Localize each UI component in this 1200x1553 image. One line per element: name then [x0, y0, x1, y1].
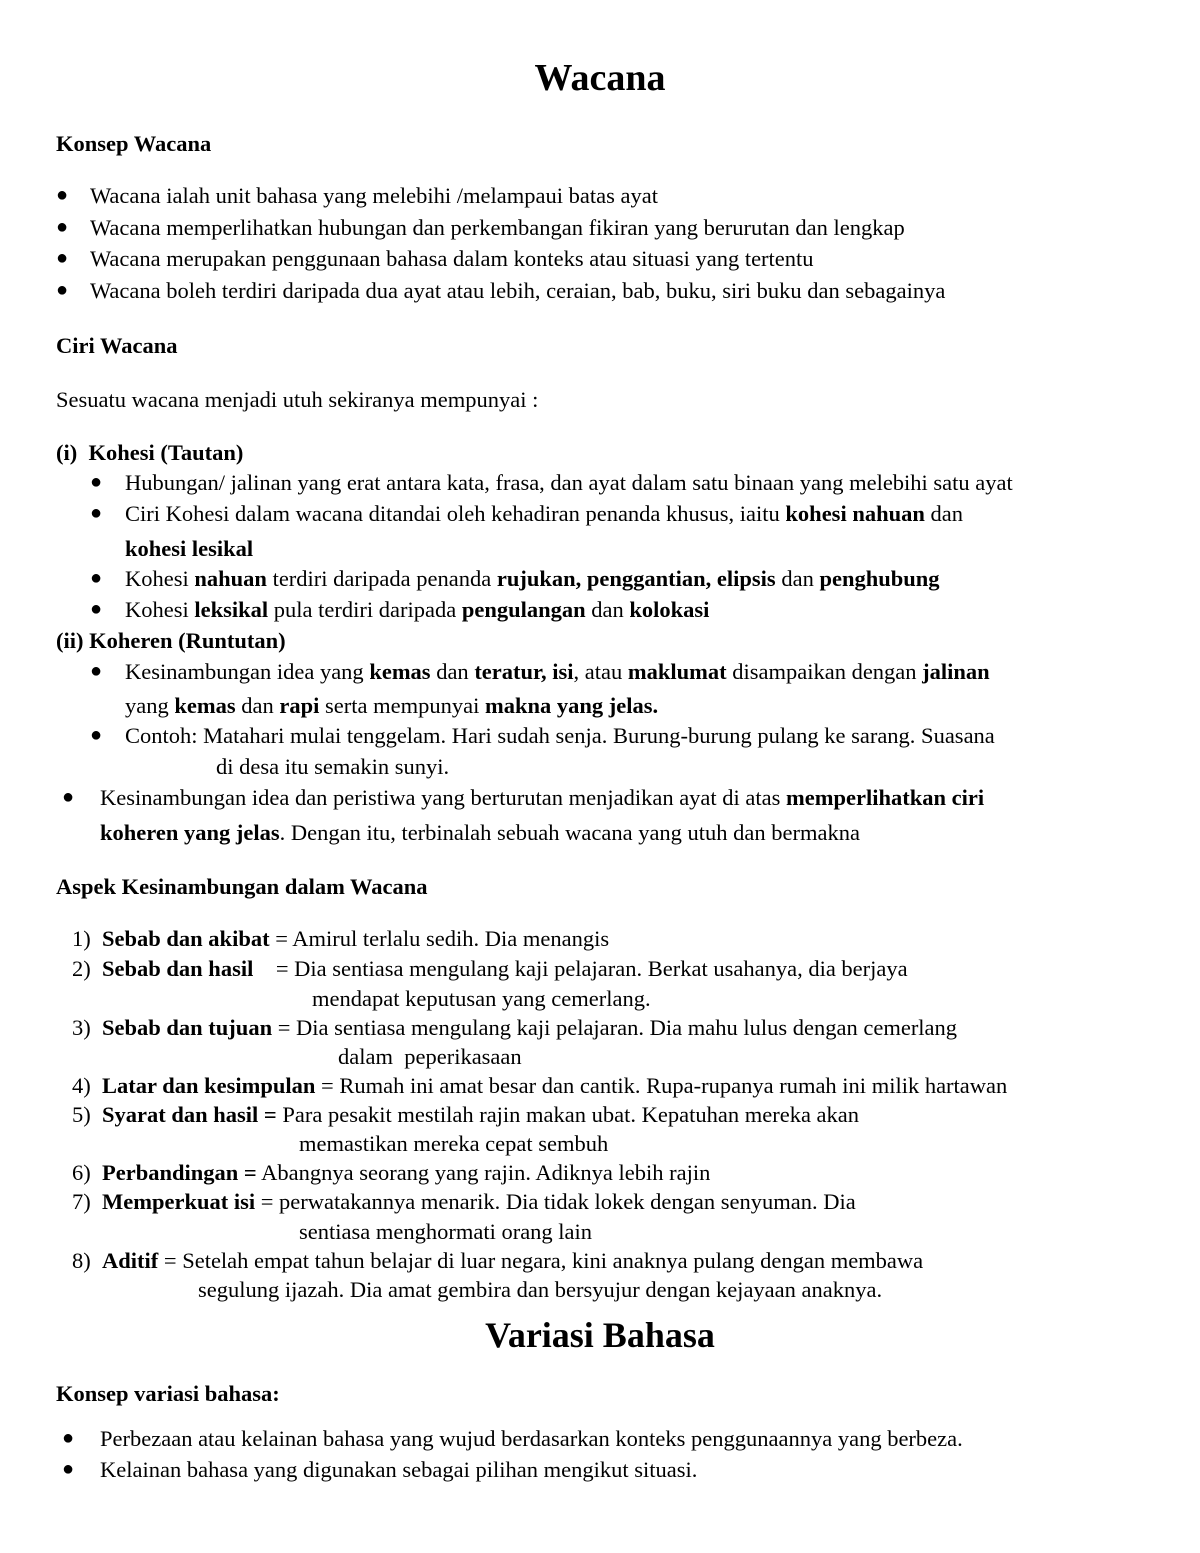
text-run: dan — [235, 693, 280, 718]
bold-term: Sebab dan tujuan — [102, 1015, 273, 1040]
bold-term: Latar dan kesimpulan — [102, 1073, 316, 1098]
text-run: = Dia sentiasa mengulang kaji pelajaran. Berkat usahanya, dia berjaya — [253, 956, 908, 981]
bold-term: Sebab dan akibat — [102, 926, 270, 951]
list-item: Wacana merupakan penggunaan bahasa dalam konteks atau situasi yang tertentu — [90, 246, 814, 271]
bullet-icon: ● — [56, 247, 69, 269]
bullet-icon: ● — [90, 567, 103, 589]
kohesi-item: Hubungan/ jalinan yang erat antara kata, frasa, dan ayat dalam satu binaan yang melebihi satu ayat — [125, 470, 1013, 495]
item-number: 4) — [72, 1073, 91, 1098]
list-item: Wacana boleh terdiri daripada dua ayat atau lebih, ceraian, bab, buku, siri buku dan sebagainya — [90, 278, 946, 303]
bold-term: makna yang jelas. — [484, 693, 659, 718]
bullet-icon: ● — [62, 786, 75, 808]
list-item: Kelainan bahasa yang digunakan sebagai pilihan mengikut situasi. — [100, 1457, 698, 1482]
item-number: 7) — [72, 1189, 91, 1214]
text-run: yang — [125, 693, 175, 718]
aspek-item — [72, 1012, 957, 1043]
bold-term: teratur, isi — [474, 659, 574, 684]
text-run: = Rumah ini amat besar dan cantik. Rupa-rupanya rumah ini milik hartawan — [315, 1073, 1008, 1098]
text-run: Kesinambungan idea yang — [125, 659, 370, 684]
text-run: = Setelah empat tahun belajar di luar negara, kini anaknya pulang dengan membawa — [158, 1248, 924, 1273]
title-wacana: Wacana — [534, 57, 666, 99]
text-run: dan — [430, 659, 475, 684]
heading-ciri-wacana: Ciri Wacana — [56, 333, 178, 358]
bullet-icon: ● — [90, 660, 103, 682]
bold-term: koheren yang jelas — [100, 820, 280, 845]
text-run: Kesinambungan idea dan peristiwa yang berturutan menjadikan ayat di atas — [100, 785, 787, 810]
bullet-icon: ● — [90, 724, 103, 746]
bold-term: maklumat — [627, 659, 727, 684]
kohesi-item — [125, 594, 709, 625]
subheading-title: Kohesi (Tautan) — [88, 440, 244, 465]
list-item: Wacana memperlihatkan hubungan dan perkembangan fikiran yang berurutan dan lengkap — [90, 215, 905, 240]
text-run: Para pesakit mestilah rajin makan ubat. Kepatuhan mereka akan — [276, 1102, 860, 1127]
title-variasi-bahasa: Variasi Bahasa — [485, 1315, 715, 1355]
koheren-conclusion-cont — [100, 817, 860, 848]
bullet-icon: ● — [90, 598, 103, 620]
aspek-item-cont: mendapat keputusan yang cemerlang. — [312, 986, 651, 1011]
text-run: serta mempunyai — [319, 693, 485, 718]
aspek-item — [72, 1099, 859, 1130]
heading-konsep-variasi: Konsep variasi bahasa: — [56, 1381, 280, 1406]
bold-term: Aditif — [102, 1248, 159, 1273]
text-run: dan — [775, 566, 820, 591]
item-number: 1) — [72, 926, 91, 951]
aspek-item-cont: sentiasa menghormati orang lain — [299, 1219, 593, 1244]
text-run: pula terdiri daripada — [268, 597, 462, 622]
bullet-icon: ● — [56, 279, 69, 301]
bold-term: leksikal — [194, 597, 269, 622]
text-run: , — [575, 566, 587, 591]
koheren-example: Contoh: Matahari mulai tenggelam. Hari sudah senja. Burung-burung pulang ke sarang. Suasana — [125, 723, 995, 748]
text-run: Abangnya seorang yang rajin. Adiknya lebih rajin — [256, 1160, 711, 1185]
kohesi-item-cont — [125, 533, 253, 564]
bullet-icon: ● — [56, 184, 69, 206]
koheren-example-cont: di desa itu semakin sunyi. — [216, 754, 450, 779]
item-number: 6) — [72, 1160, 91, 1185]
bold-term: penggantian — [586, 566, 706, 591]
text-run: = Amirul terlalu sedih. Dia menangis — [269, 926, 610, 951]
koheren-item — [125, 656, 990, 687]
item-number: 3) — [72, 1015, 91, 1040]
aspek-item — [72, 1157, 710, 1188]
aspek-item — [72, 1070, 1007, 1101]
bold-term: kolokasi — [629, 597, 710, 622]
bold-term: elipsis — [716, 566, 776, 591]
bold-term: jalinan — [922, 659, 990, 684]
bold-term: kemas — [174, 693, 236, 718]
bullet-icon: ● — [62, 1458, 75, 1480]
subheading-number: (i) — [56, 440, 78, 465]
text-run: , atau — [573, 659, 628, 684]
text-run: = perwatakannya menarik. Dia tidak lokek dengan senyuman. Dia — [255, 1189, 856, 1214]
text-run: dan — [924, 501, 963, 526]
item-number: 8) — [72, 1248, 91, 1273]
ciri-intro: Sesuatu wacana menjadi utuh sekiranya mempunyai : — [56, 387, 539, 412]
bold-term: nahuan — [194, 566, 267, 591]
subheading-number: (ii) — [56, 628, 84, 653]
subheading-kohesi — [56, 437, 243, 468]
text-run: dan — [585, 597, 630, 622]
text-run: = Dia sentiasa mengulang kaji pelajaran. Dia mahu lulus dengan cemerlang — [272, 1015, 958, 1040]
bullet-icon: ● — [90, 502, 103, 524]
item-number: 5) — [72, 1102, 91, 1127]
aspek-item — [72, 1245, 923, 1276]
aspek-item-cont: segulung ijazah. Dia amat gembira dan bersyujur dengan kejayaan anaknya. — [198, 1277, 883, 1302]
subheading-koheren — [56, 625, 286, 656]
text-run: terdiri daripada penanda — [266, 566, 497, 591]
subheading-title: Koheren (Runtutan) — [89, 628, 286, 653]
aspek-item-cont: dalam peperikasaan — [338, 1044, 522, 1069]
koheren-item-cont — [125, 690, 658, 721]
bold-term: penghubung — [819, 566, 940, 591]
bold-term: pengulangan — [461, 597, 586, 622]
bold-term: kemas — [369, 659, 431, 684]
text-run: . Dengan itu, terbinalah sebuah wacana yang utuh dan bermakna — [279, 820, 861, 845]
bold-term: kohesi nahuan — [785, 501, 925, 526]
bold-term: Memperkuat isi — [102, 1189, 256, 1214]
bullet-icon: ● — [62, 1427, 75, 1449]
heading-aspek-kesinambungan: Aspek Kesinambungan dalam Wacana — [56, 874, 428, 899]
text-run: Ciri Kohesi dalam wacana ditandai oleh kehadiran penanda khusus, iaitu — [125, 501, 786, 526]
text-run: , — [705, 566, 717, 591]
text-run: Kohesi — [125, 597, 195, 622]
aspek-item — [72, 923, 609, 954]
kohesi-item — [125, 498, 963, 529]
bold-term: rapi — [279, 693, 320, 718]
list-item: Wacana ialah unit bahasa yang melebihi /melampaui batas ayat — [90, 183, 658, 208]
bullet-icon: ● — [56, 216, 69, 238]
aspek-item-cont: memastikan mereka cepat sembuh — [299, 1131, 609, 1156]
bold-term: rujukan — [496, 566, 576, 591]
bold-term: memperlihatkan ciri — [786, 785, 985, 810]
koheren-conclusion — [100, 782, 984, 813]
aspek-item — [72, 1186, 856, 1217]
list-item: Perbezaan atau kelainan bahasa yang wujud berdasarkan konteks penggunaannya yang berbeza. — [100, 1426, 963, 1451]
bold-term: Perbandingan = — [102, 1160, 257, 1185]
bold-term: kohesi lesikal — [125, 536, 254, 561]
heading-konsep-wacana: Konsep Wacana — [56, 131, 212, 156]
kohesi-item — [125, 563, 940, 594]
bold-term: Sebab dan hasil — [102, 956, 254, 981]
bullet-icon: ● — [90, 471, 103, 493]
bold-term: Syarat dan hasil = — [102, 1102, 277, 1127]
item-number: 2) — [72, 956, 91, 981]
text-run: Kohesi — [125, 566, 195, 591]
text-run: disampaikan dengan — [726, 659, 923, 684]
aspek-item — [72, 953, 908, 984]
